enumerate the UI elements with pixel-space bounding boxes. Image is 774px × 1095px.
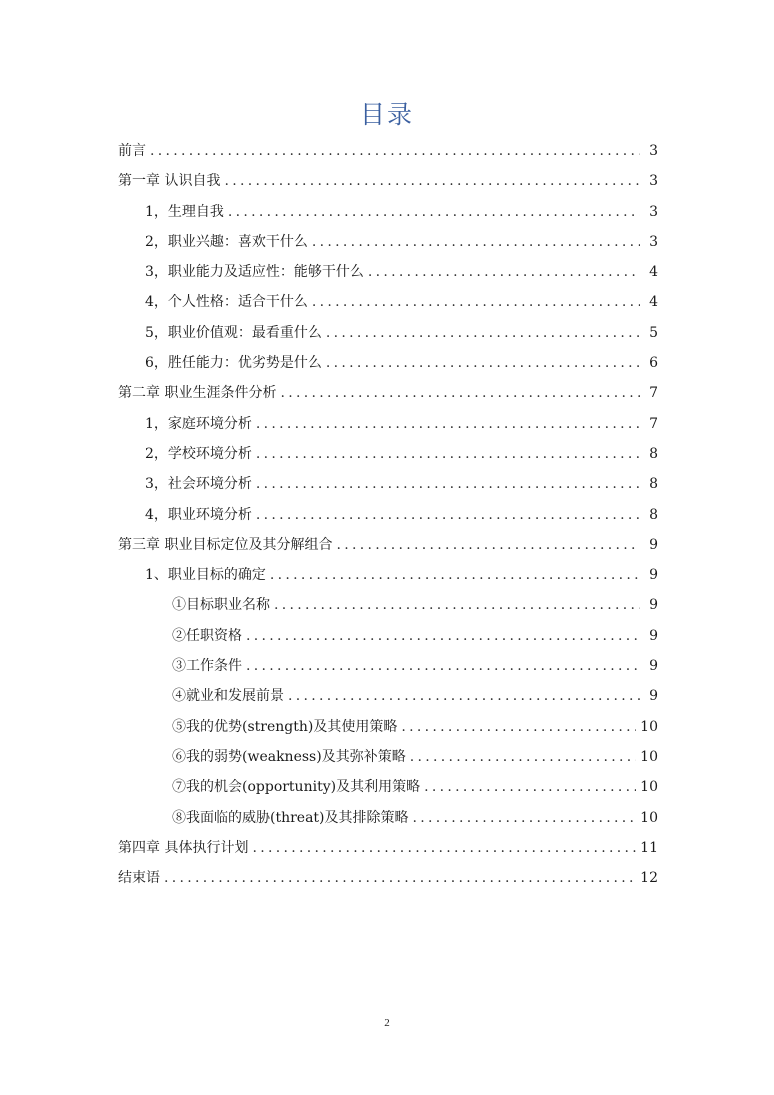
toc-dot-leader: [312, 287, 640, 317]
toc-entry[interactable]: [118, 530, 658, 560]
toc-dot-leader: [256, 439, 640, 469]
toc-page-number: 7: [649, 385, 658, 402]
toc-entry-text: 结束语: [118, 870, 160, 887]
toc-dot-leader: [326, 348, 640, 378]
toc-dot-leader: [326, 318, 640, 348]
toc-page-number: 3: [649, 173, 658, 190]
toc-entry-text: 5，职业价值观：最看重什么: [145, 324, 322, 341]
toc-dot-leader: [424, 772, 636, 802]
toc-dot-leader: [224, 166, 640, 196]
toc-entry-text: 1，生理自我: [145, 203, 224, 220]
toc-entry-text: 4，职业环境分析: [145, 506, 252, 523]
toc-dot-leader: [256, 409, 640, 439]
toc-entry[interactable]: [118, 651, 658, 681]
toc-dot-leader: [246, 621, 640, 651]
toc-dot-leader: [401, 712, 636, 742]
toc-entry-text: ③工作条件: [172, 658, 242, 675]
toc-entry[interactable]: [118, 712, 658, 742]
toc-entry[interactable]: [118, 500, 658, 530]
toc-dot-leader: [246, 651, 640, 681]
toc-entry[interactable]: [118, 287, 658, 317]
toc-page-number: 12: [640, 870, 658, 887]
toc-entry-text: ②任职资格: [172, 627, 242, 644]
toc-entry[interactable]: [118, 257, 658, 287]
toc-entry[interactable]: [118, 409, 658, 439]
toc-entry-text: ⑦我的机会(opportunity)及其利用策略: [172, 779, 421, 796]
toc-entry[interactable]: [118, 590, 658, 620]
toc-dot-leader: [368, 257, 640, 287]
toc-entry[interactable]: [118, 621, 658, 651]
toc-dot-leader: [228, 197, 640, 227]
toc-entry[interactable]: [118, 227, 658, 257]
toc-entry[interactable]: [118, 469, 658, 499]
toc-page-number: 4: [649, 264, 658, 281]
toc-dot-leader: [410, 742, 636, 772]
toc-dot-leader: [256, 469, 640, 499]
toc-page-number: 11: [640, 839, 658, 856]
toc-entry-text: 2，学校环境分析: [145, 445, 252, 462]
toc-dot-leader: [312, 227, 640, 257]
toc-entry-text: 6，胜任能力：优劣势是什么: [145, 355, 322, 372]
toc-entry[interactable]: [118, 378, 658, 408]
toc-entry-text: 第三章 职业目标定位及其分解组合: [118, 536, 333, 553]
toc-entry[interactable]: [118, 439, 658, 469]
toc-page-number: 9: [649, 658, 658, 675]
toc-entry[interactable]: [118, 318, 658, 348]
toc-page-number: 4: [649, 294, 658, 311]
toc-entry[interactable]: [118, 681, 658, 711]
toc-page-number: 6: [649, 355, 658, 372]
toc-page-number: 9: [649, 688, 658, 705]
toc-entry[interactable]: [118, 197, 658, 227]
toc-entry-text: 前言: [118, 143, 146, 159]
toc-dot-leader: [413, 803, 637, 833]
toc-page-number: 8: [649, 506, 658, 523]
toc-entry-text: 第一章 认识自我: [118, 173, 221, 190]
toc-dot-leader: [256, 500, 640, 530]
toc-page-number: 10: [640, 809, 658, 826]
toc-entry-text: ①目标职业名称: [172, 597, 270, 614]
toc-entry[interactable]: [118, 803, 658, 833]
table-of-contents: [118, 136, 658, 893]
toc-page-number: 10: [640, 718, 658, 735]
toc-page-number: 9: [649, 567, 658, 584]
toc-entry-text: 3，社会环境分析: [145, 476, 252, 493]
toc-dot-leader: [164, 863, 636, 893]
toc-entry[interactable]: [118, 863, 658, 893]
toc-dot-leader: [280, 378, 640, 408]
page-number: 2: [384, 1017, 390, 1029]
toc-page-number: 3: [649, 203, 658, 220]
toc-page-number: 9: [649, 536, 658, 553]
toc-entry-text: ④就业和发展前景: [172, 688, 284, 705]
toc-entry-text: 2，职业兴趣：喜欢干什么: [145, 233, 308, 250]
toc-entry-text: ⑧我面临的威胁(threat)及其排除策略: [172, 809, 409, 826]
toc-entry[interactable]: [118, 166, 658, 196]
toc-entry[interactable]: [118, 348, 658, 378]
toc-entry[interactable]: [118, 772, 658, 802]
toc-entry-text: 4，个人性格：适合干什么: [145, 294, 308, 311]
toc-page-number: 10: [640, 779, 658, 796]
toc-page-number: 8: [649, 445, 658, 462]
toc-entry-text: ⑤我的优势(strength)及其使用策略: [172, 718, 398, 735]
toc-page-number: 9: [649, 627, 658, 644]
toc-dot-leader: [150, 136, 640, 166]
toc-entry-text: 第二章 职业生涯条件分析: [118, 385, 277, 402]
toc-page-number: 10: [640, 748, 658, 765]
toc-page-number: 5: [649, 324, 658, 341]
toc-page-number: 3: [649, 143, 658, 159]
toc-dot-leader: [270, 560, 640, 590]
toc-entry-text: ⑥我的弱势(weakness)及其弥补策略: [172, 748, 406, 765]
toc-entry[interactable]: [118, 742, 658, 772]
toc-page-number: 8: [649, 476, 658, 493]
toc-entry[interactable]: [118, 136, 658, 166]
toc-entry-text: 1、职业目标的确定: [145, 567, 266, 584]
toc-dot-leader: [288, 681, 640, 711]
toc-entry-text: 1，家庭环境分析: [145, 415, 252, 432]
toc-entry-text: 3，职业能力及适应性：能够干什么: [145, 264, 364, 281]
toc-entry[interactable]: [118, 833, 658, 863]
toc-page-number: 9: [649, 597, 658, 614]
toc-entry[interactable]: [118, 560, 658, 590]
toc-entry-text: 第四章 具体执行计划: [118, 839, 249, 856]
toc-page-number: 7: [649, 415, 658, 432]
toc-dot-leader: [336, 530, 640, 560]
toc-title: 目录: [359, 100, 414, 129]
toc-page-number: 3: [649, 233, 658, 250]
toc-dot-leader: [274, 590, 640, 620]
toc-dot-leader: [252, 833, 636, 863]
